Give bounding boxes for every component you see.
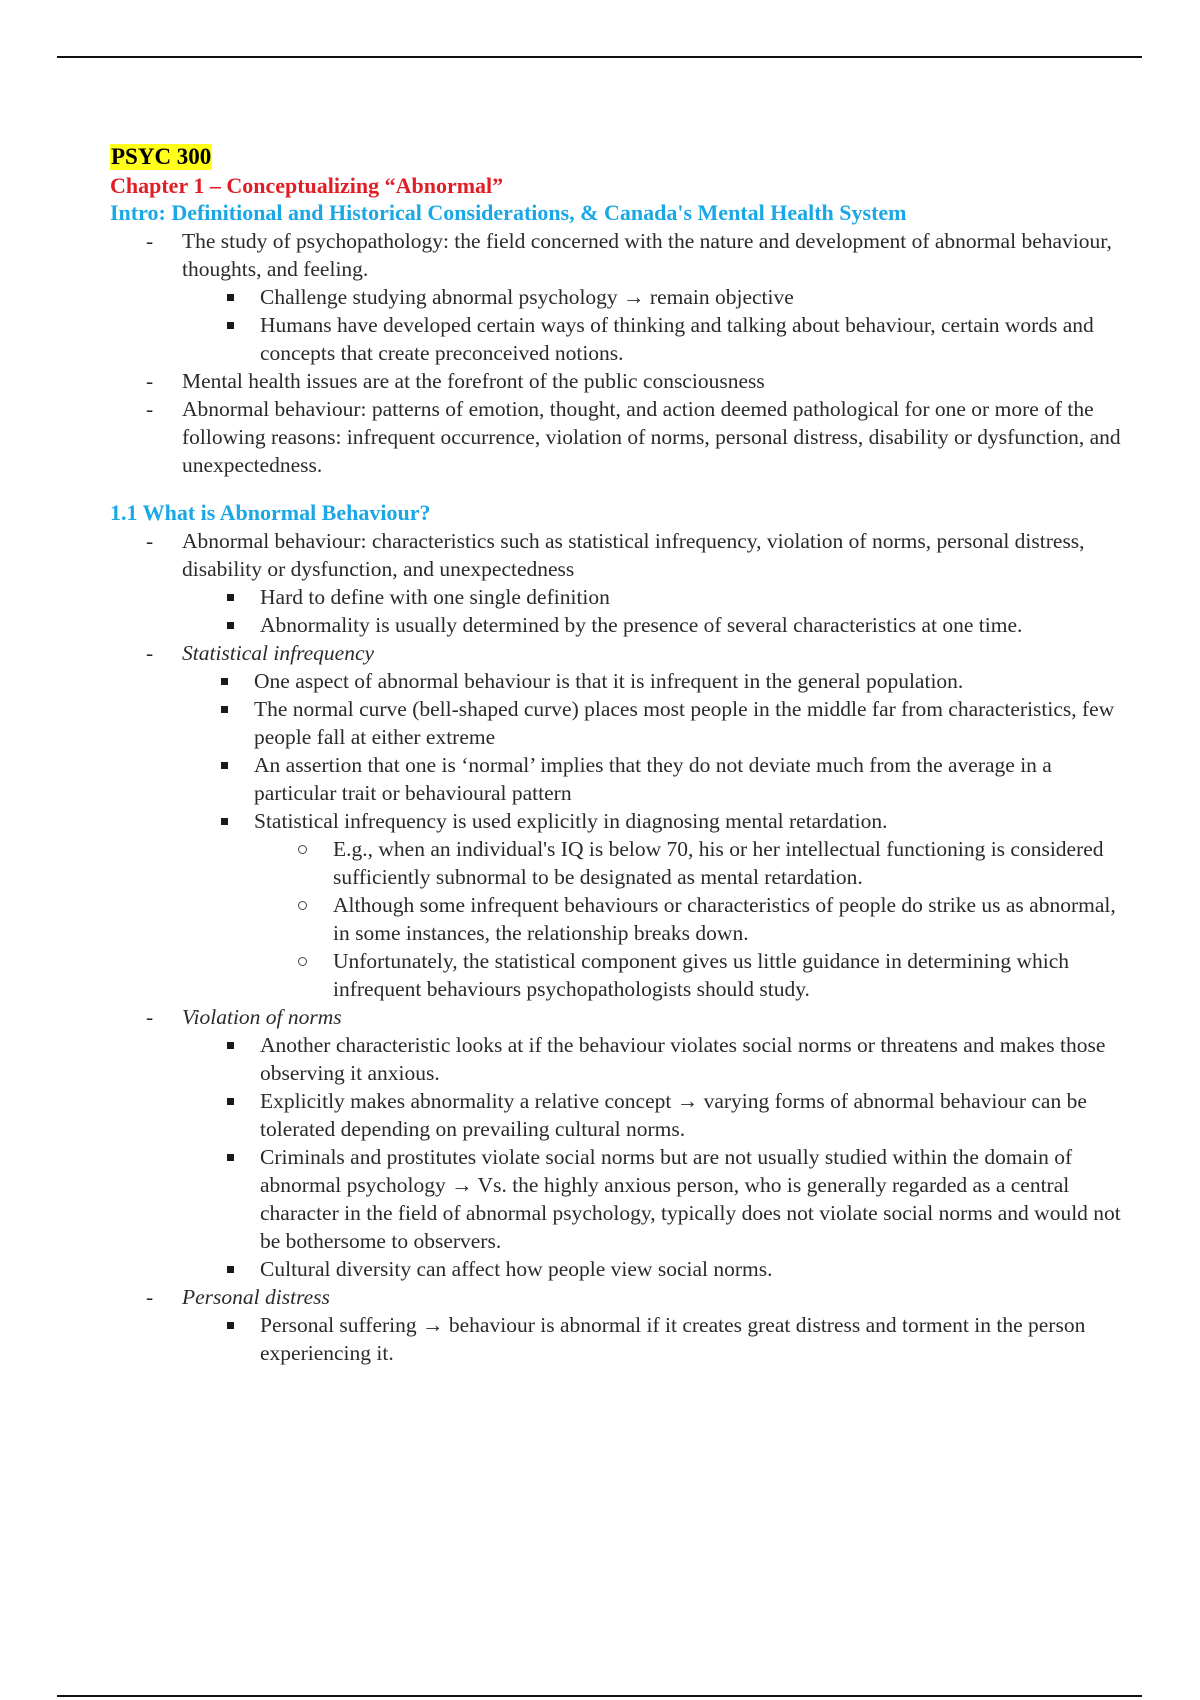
list-item: Abnormality is usually determined by the presence of several characteristics at one time.: [110, 611, 1130, 639]
dash-marker: -: [146, 369, 154, 393]
dash-marker: -: [146, 397, 154, 421]
list-item: The normal curve (bell-shaped curve) places most people in the middle far from characteristics, few people fall at either extreme: [110, 695, 1130, 751]
list-item: Unfortunately, the statistical component gives us little guidance in determining which infrequent behaviours psychopathologists should study.: [110, 947, 1130, 1003]
section-list: [110, 527, 1130, 1367]
dash-marker: -: [146, 1005, 154, 1029]
course-line: [110, 144, 1130, 172]
list-item: Cultural diversity can affect how people view social norms.: [110, 1255, 1130, 1283]
subsection-title: Statistical infrequency: [182, 641, 375, 665]
document-page: [110, 144, 1130, 1367]
list-item: Statistical infrequency is used explicitly in diagnosing mental retardation.: [110, 807, 1130, 835]
course-code: PSYC 300: [111, 144, 212, 169]
circle-bullet-icon: [298, 901, 307, 910]
top-rule: [57, 56, 1142, 58]
subsection-title: Violation of norms: [182, 1005, 342, 1029]
square-bullet-icon: [227, 622, 234, 629]
square-bullet-icon: [221, 678, 228, 685]
dash-marker: -: [146, 1285, 154, 1309]
list-item: - Mental health issues are at the forefront of the public consciousness: [146, 369, 765, 393]
section-heading: 1.1 What is Abnormal Behaviour?: [110, 500, 431, 525]
circle-bullet-icon: [298, 845, 307, 854]
list-item: Hard to define with one single definition: [110, 583, 1130, 611]
intro-heading: Intro: Definitional and Historical Considerations, & Canada's Mental Health System: [110, 200, 907, 225]
square-bullet-icon: [227, 294, 234, 301]
square-bullet-icon: [227, 1266, 234, 1273]
list-item: E.g., when an individual's IQ is below 70, his or her intellectual functioning is considered sufficiently subnormal to be designated as mental retardation.: [110, 835, 1130, 891]
list-item: [110, 1003, 1130, 1031]
list-item: - Abnormal behaviour: characteristics such as statistical infrequency, violation of norms, personal distress, disability or dysfunction, and unexpectedness: [146, 529, 1085, 581]
square-bullet-icon: [221, 818, 228, 825]
square-bullet-icon: [221, 706, 228, 713]
square-bullet-icon: [227, 322, 234, 329]
square-bullet-icon: [227, 1154, 234, 1161]
square-bullet-icon: [227, 1098, 234, 1105]
list-item: Explicitly makes abnormality a relative concept → varying forms of abnormal behaviour can be tolerated depending on prevailing cultural norms.: [110, 1087, 1130, 1143]
bottom-rule: [57, 1695, 1142, 1697]
square-bullet-icon: [221, 762, 228, 769]
square-bullet-icon: [227, 1322, 234, 1329]
list-item: [110, 1283, 1130, 1311]
square-bullet-icon: [227, 1042, 234, 1049]
list-item: [110, 639, 1130, 667]
dash-marker: -: [146, 641, 154, 665]
intro-list: [110, 227, 1130, 479]
list-item: Another characteristic looks at if the behaviour violates social norms or threatens and makes those observing it anxious.: [110, 1031, 1130, 1087]
subsection-title: Personal distress: [182, 1285, 330, 1309]
spacer: [110, 479, 1130, 499]
circle-bullet-icon: [298, 957, 307, 966]
list-item: Humans have developed certain ways of thinking and talking about behaviour, certain words and concepts that create preconceived notions.: [110, 311, 1130, 367]
square-bullet-icon: [227, 594, 234, 601]
list-item: An assertion that one is ‘normal’ implies that they do not deviate much from the average in a particular trait or behavioural pattern: [110, 751, 1130, 807]
list-item: Personal suffering → behaviour is abnormal if it creates great distress and torment in the person experiencing it.: [110, 1311, 1130, 1367]
list-item: Challenge studying abnormal psychology → remain objective: [110, 283, 1130, 311]
list-item: One aspect of abnormal behaviour is that it is infrequent in the general population.: [110, 667, 1130, 695]
list-item: - The study of psychopathology: the field concerned with the nature and development of abnormal behaviour, thoughts, and feeling.: [146, 229, 1112, 281]
dash-marker: -: [146, 229, 154, 253]
dash-marker: -: [146, 529, 154, 553]
list-item: Criminals and prostitutes violate social norms but are not usually studied within the domain of abnormal psychology → Vs. the highly anxious person, who is generally regarded as a central character in the field of abnormal psychology, typically does not violate social norms and would not be bothersome to observers.: [110, 1143, 1130, 1255]
list-item: - Abnormal behaviour: patterns of emotion, thought, and action deemed pathological for one or more of the following reasons: infrequent occurrence, violation of norms, personal distress, disability or dysfunction, and unexpectedness.: [146, 397, 1121, 477]
list-item: Although some infrequent behaviours or characteristics of people do strike us as abnormal, in some instances, the relationship breaks down.: [110, 891, 1130, 947]
chapter-title: Chapter 1 – Conceptualizing “Abnormal”: [110, 173, 504, 198]
